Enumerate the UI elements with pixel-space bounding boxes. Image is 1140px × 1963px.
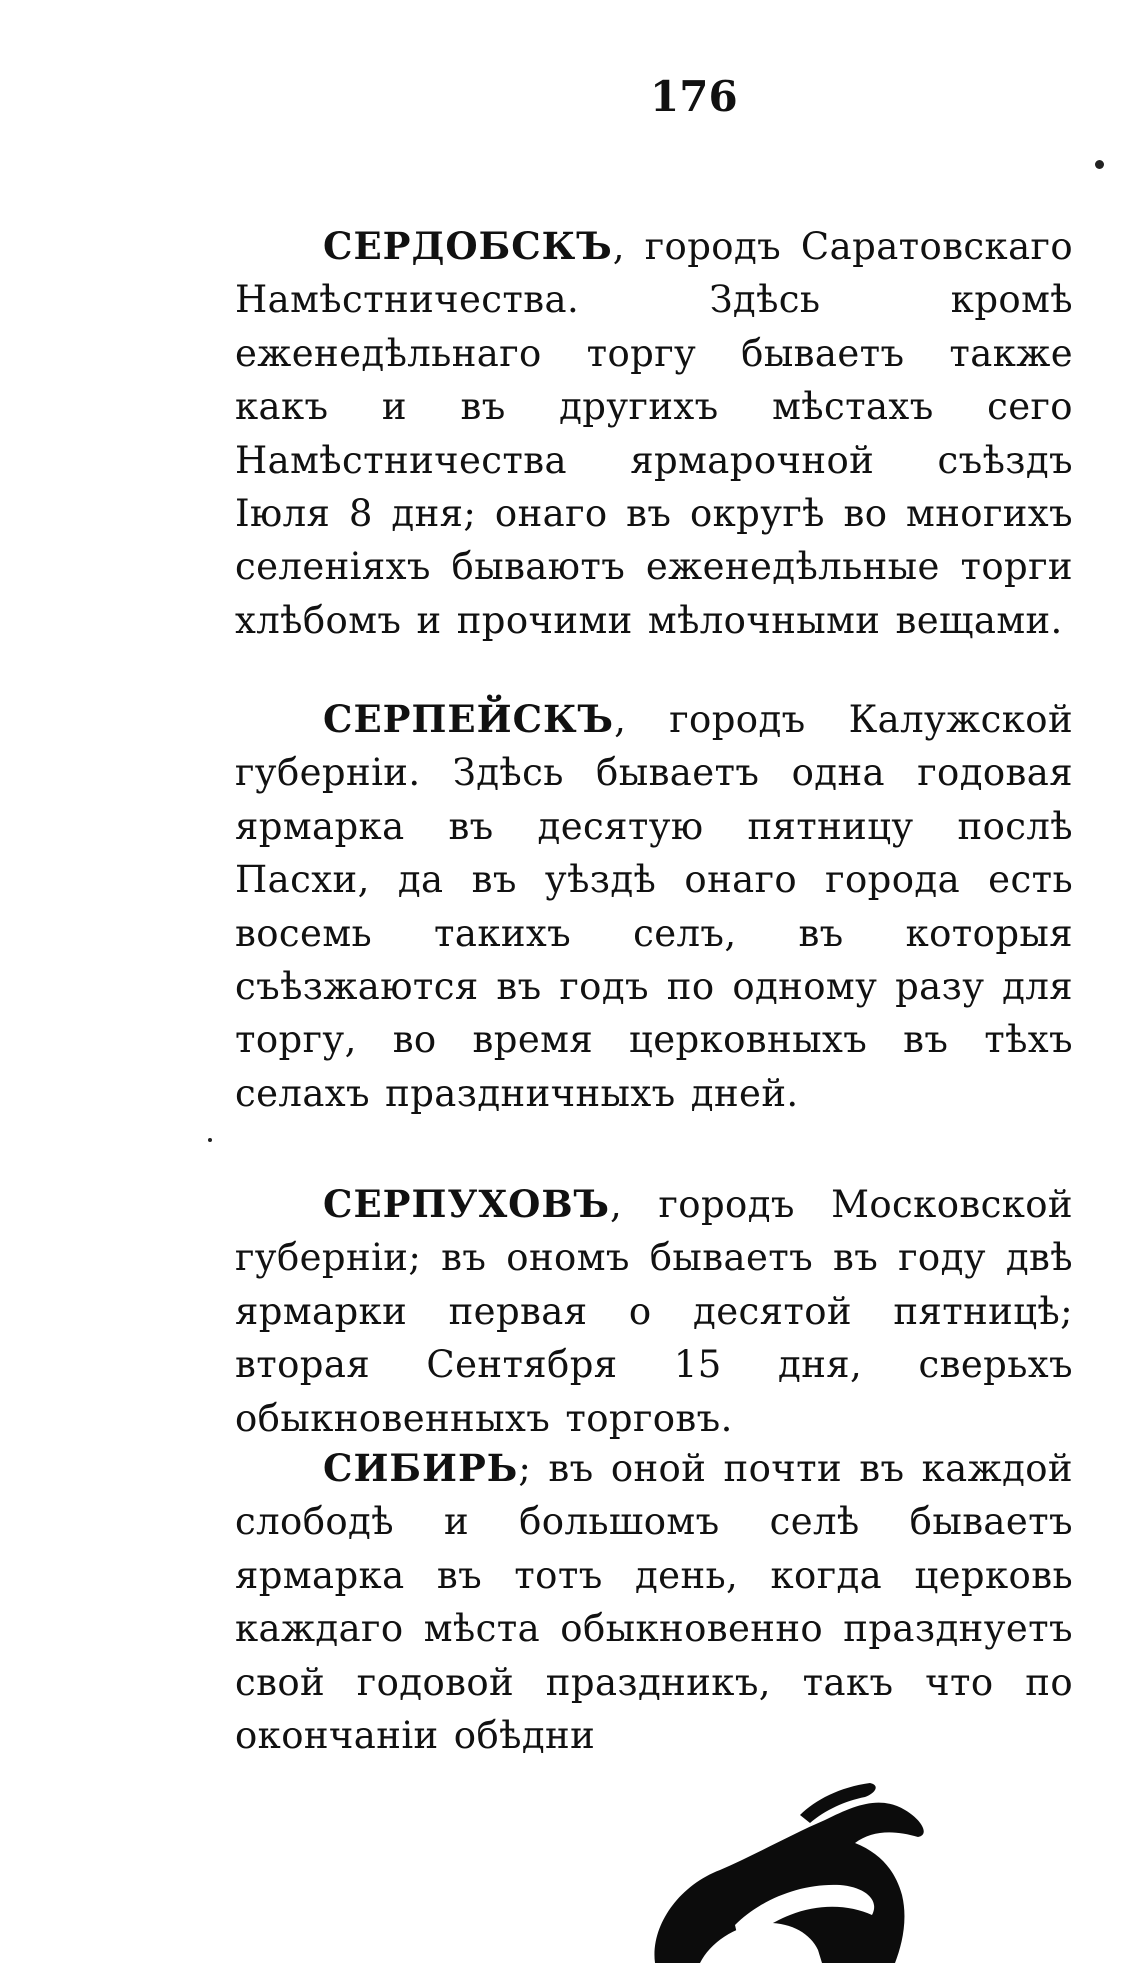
entry-serdobsk bbox=[235, 220, 1073, 647]
entry-text: , городъ Московской губерніи; въ ономъ бываетъ въ году двѣ ярмарки первая о десятой пятницѣ; вторая Сентября 15 дня, сверьхъ обыкновенныхъ торговъ. bbox=[235, 1183, 1073, 1440]
entry-text: , городъ Саратовскаго Намѣстничества. Здѣсь кромѣ еженедѣльнаго торгу бываетъ также какъ и въ другихъ мѣстахъ сего Намѣстничества ярмарочной съѣздъ Іюля 8 дня; онаго въ округѣ во многихъ селеніяхъ бываютъ еженедѣльные торги хлѣбомъ и прочими мѣлочными вещами. bbox=[235, 225, 1073, 642]
entry-serpukhov bbox=[235, 1178, 1073, 1445]
entry-heading: СЕРПУХОВЪ bbox=[323, 1182, 611, 1226]
entry-heading: СЕРПЕЙСКЪ bbox=[323, 697, 615, 741]
page-number: 176 bbox=[650, 72, 738, 121]
entry-text: ; въ оной почти въ каждой слободѣ и большомъ селѣ бываетъ ярмарка въ тотъ день, когда церковь каждаго мѣста обыкновенно празднуетъ свой годовой праздникъ, такъ что по окончаніи обѣдни bbox=[235, 1447, 1073, 1758]
ink-speck bbox=[208, 1138, 212, 1142]
entry-text: , городъ Калужской губерніи. Здѣсь бываетъ одна годовая ярмарка въ десятую пятницу послѣ Пасхи, да въ уѣздѣ онаго города есть восемь такихъ селъ, въ которыя съѣзжаются въ годъ по одному разу для торгу, во время церковныхъ въ тѣхъ селахъ праздничныхъ дней. bbox=[235, 698, 1073, 1115]
entry-heading: СЕРДОБСКЪ bbox=[323, 224, 613, 268]
entry-sibir bbox=[235, 1442, 1073, 1762]
ink-speck bbox=[1095, 160, 1104, 169]
entry-serpeisk bbox=[235, 693, 1073, 1120]
entry-heading: СИБИРЬ bbox=[323, 1446, 519, 1490]
ornament-blot bbox=[640, 1775, 930, 1963]
